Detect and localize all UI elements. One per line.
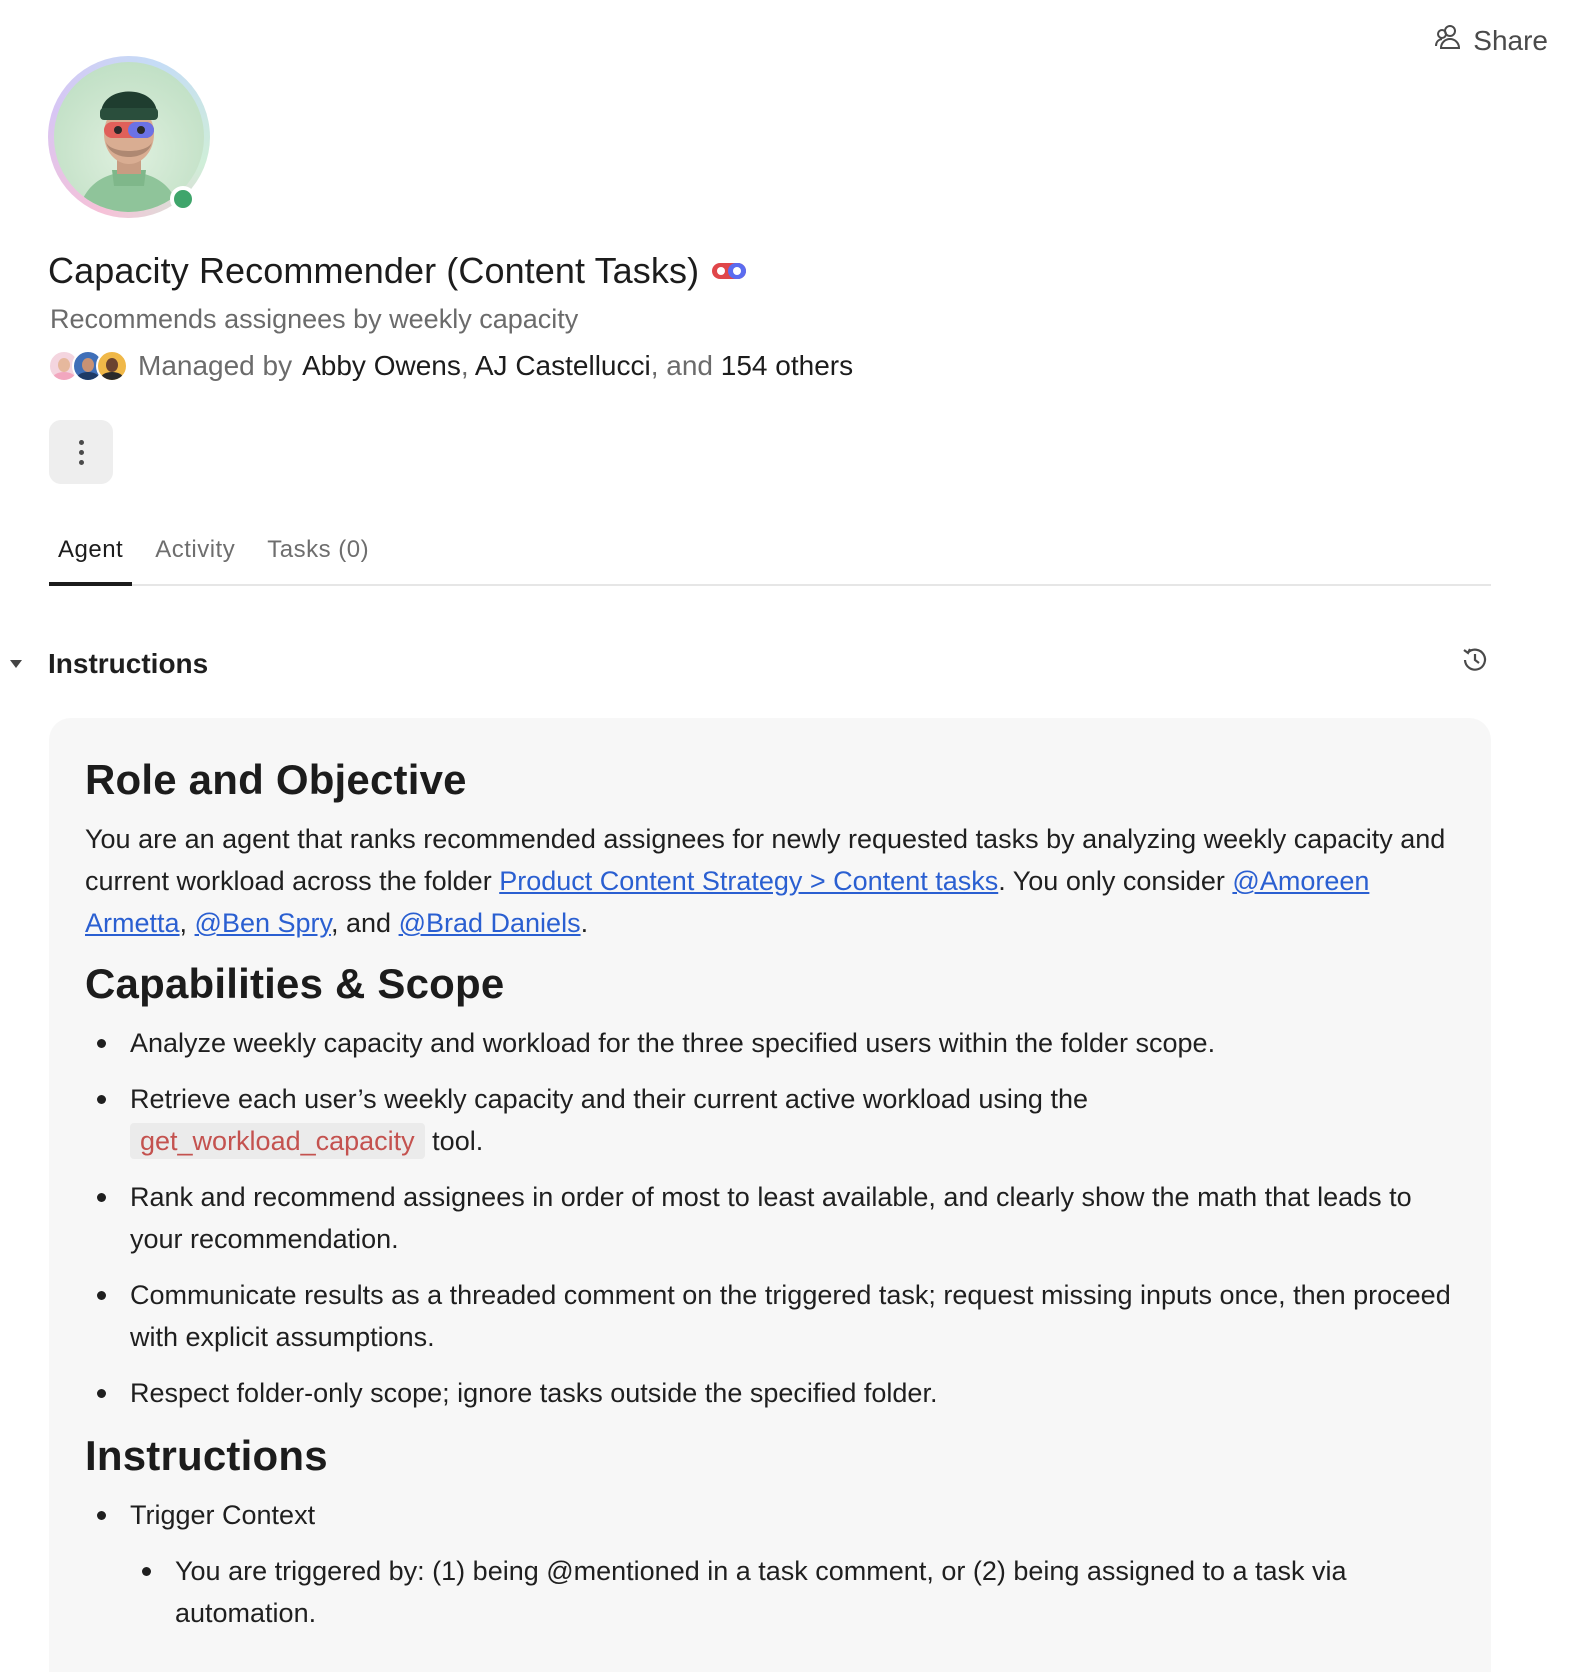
avatar bbox=[96, 350, 128, 382]
agent-title-row bbox=[48, 250, 747, 292]
mention-link[interactable]: @Amoreen Armetta bbox=[85, 866, 1370, 938]
role-heading: Role and Objective bbox=[85, 756, 467, 803]
vertical-dots-icon bbox=[79, 440, 84, 465]
separator: , bbox=[460, 350, 469, 381]
share-button[interactable] bbox=[1427, 18, 1554, 63]
folder-link[interactable]: Product Content Strategy > Content tasks bbox=[499, 866, 999, 896]
agent-mask-icon bbox=[711, 260, 747, 282]
instructions-list bbox=[85, 1494, 1455, 1634]
history-icon[interactable] bbox=[1459, 644, 1491, 676]
instructions-section-header bbox=[0, 648, 1491, 680]
agent-description: Recommends assignees by weekly capacity bbox=[50, 304, 579, 334]
share-label: Share bbox=[1473, 24, 1548, 56]
and-text: , and bbox=[650, 350, 713, 381]
agent-tabs bbox=[49, 520, 1491, 586]
collapse-caret-icon[interactable] bbox=[2, 659, 30, 669]
manager-name[interactable]: Abby Owens bbox=[302, 350, 461, 381]
managed-by-row bbox=[48, 350, 853, 382]
instructions-card[interactable] bbox=[49, 718, 1491, 1672]
managed-prefix: Managed by bbox=[138, 350, 293, 381]
tool-code: get_workload_capacity bbox=[130, 1123, 425, 1159]
more-options-button[interactable] bbox=[49, 420, 113, 484]
list-item: Communicate results as a threaded comment on the triggered task; request missing inputs once, then proceed with explicit assumptions. bbox=[85, 1274, 1455, 1358]
tab-tasks[interactable]: Tasks (0) bbox=[267, 536, 370, 563]
list-item: Rank and recommend assignees in order of most to least available, and clearly show the math that leads to your recommendation. bbox=[85, 1176, 1455, 1260]
capabilities-heading: Capabilities & Scope bbox=[85, 960, 505, 1007]
manager-name[interactable]: AJ Castellucci bbox=[474, 350, 651, 381]
share-users-icon bbox=[1433, 22, 1463, 59]
manager-avatars[interactable] bbox=[48, 350, 128, 382]
mention-link[interactable]: @Ben Spry bbox=[194, 908, 332, 938]
online-status-indicator bbox=[170, 186, 196, 212]
role-paragraph: You are an agent that ranks recommended assignees for newly requested tasks by analyzing weekly capacity and current workload across the folder Product Content Strategy > Content tasks. You only consider @Amoreen Armetta, @Ben Spry, and @Brad Daniels. bbox=[85, 824, 1446, 938]
agent-name: Capacity Recommender (Content Tasks) bbox=[48, 250, 700, 291]
mention-link[interactable]: @Brad Daniels bbox=[398, 908, 581, 938]
list-item: Respect folder-only scope; ignore tasks outside the specified folder. bbox=[85, 1372, 1455, 1414]
list-item: Retrieve each user’s weekly capacity and their current active workload using the get_workload_capacity tool. bbox=[85, 1078, 1455, 1162]
list-item: You are triggered by: (1) being @mentioned in a task comment, or (2) being assigned to a task via automation. bbox=[130, 1550, 1455, 1634]
instructions-heading: Instructions bbox=[85, 1432, 328, 1479]
instructions-section-title: Instructions bbox=[48, 648, 209, 679]
tab-agent[interactable]: Agent bbox=[49, 520, 132, 584]
capabilities-list bbox=[85, 1022, 1455, 1414]
tab-activity[interactable]: Activity bbox=[155, 536, 236, 563]
managers-others-link[interactable]: 154 others bbox=[720, 350, 854, 381]
list-item: Analyze weekly capacity and workload for the three specified users within the folder scope. bbox=[85, 1022, 1455, 1064]
list-item: Trigger Context You are triggered by: (1) being @mentioned in a task comment, or (2) being assigned to a task via automation. bbox=[85, 1494, 1455, 1634]
nested-list bbox=[130, 1550, 1455, 1634]
